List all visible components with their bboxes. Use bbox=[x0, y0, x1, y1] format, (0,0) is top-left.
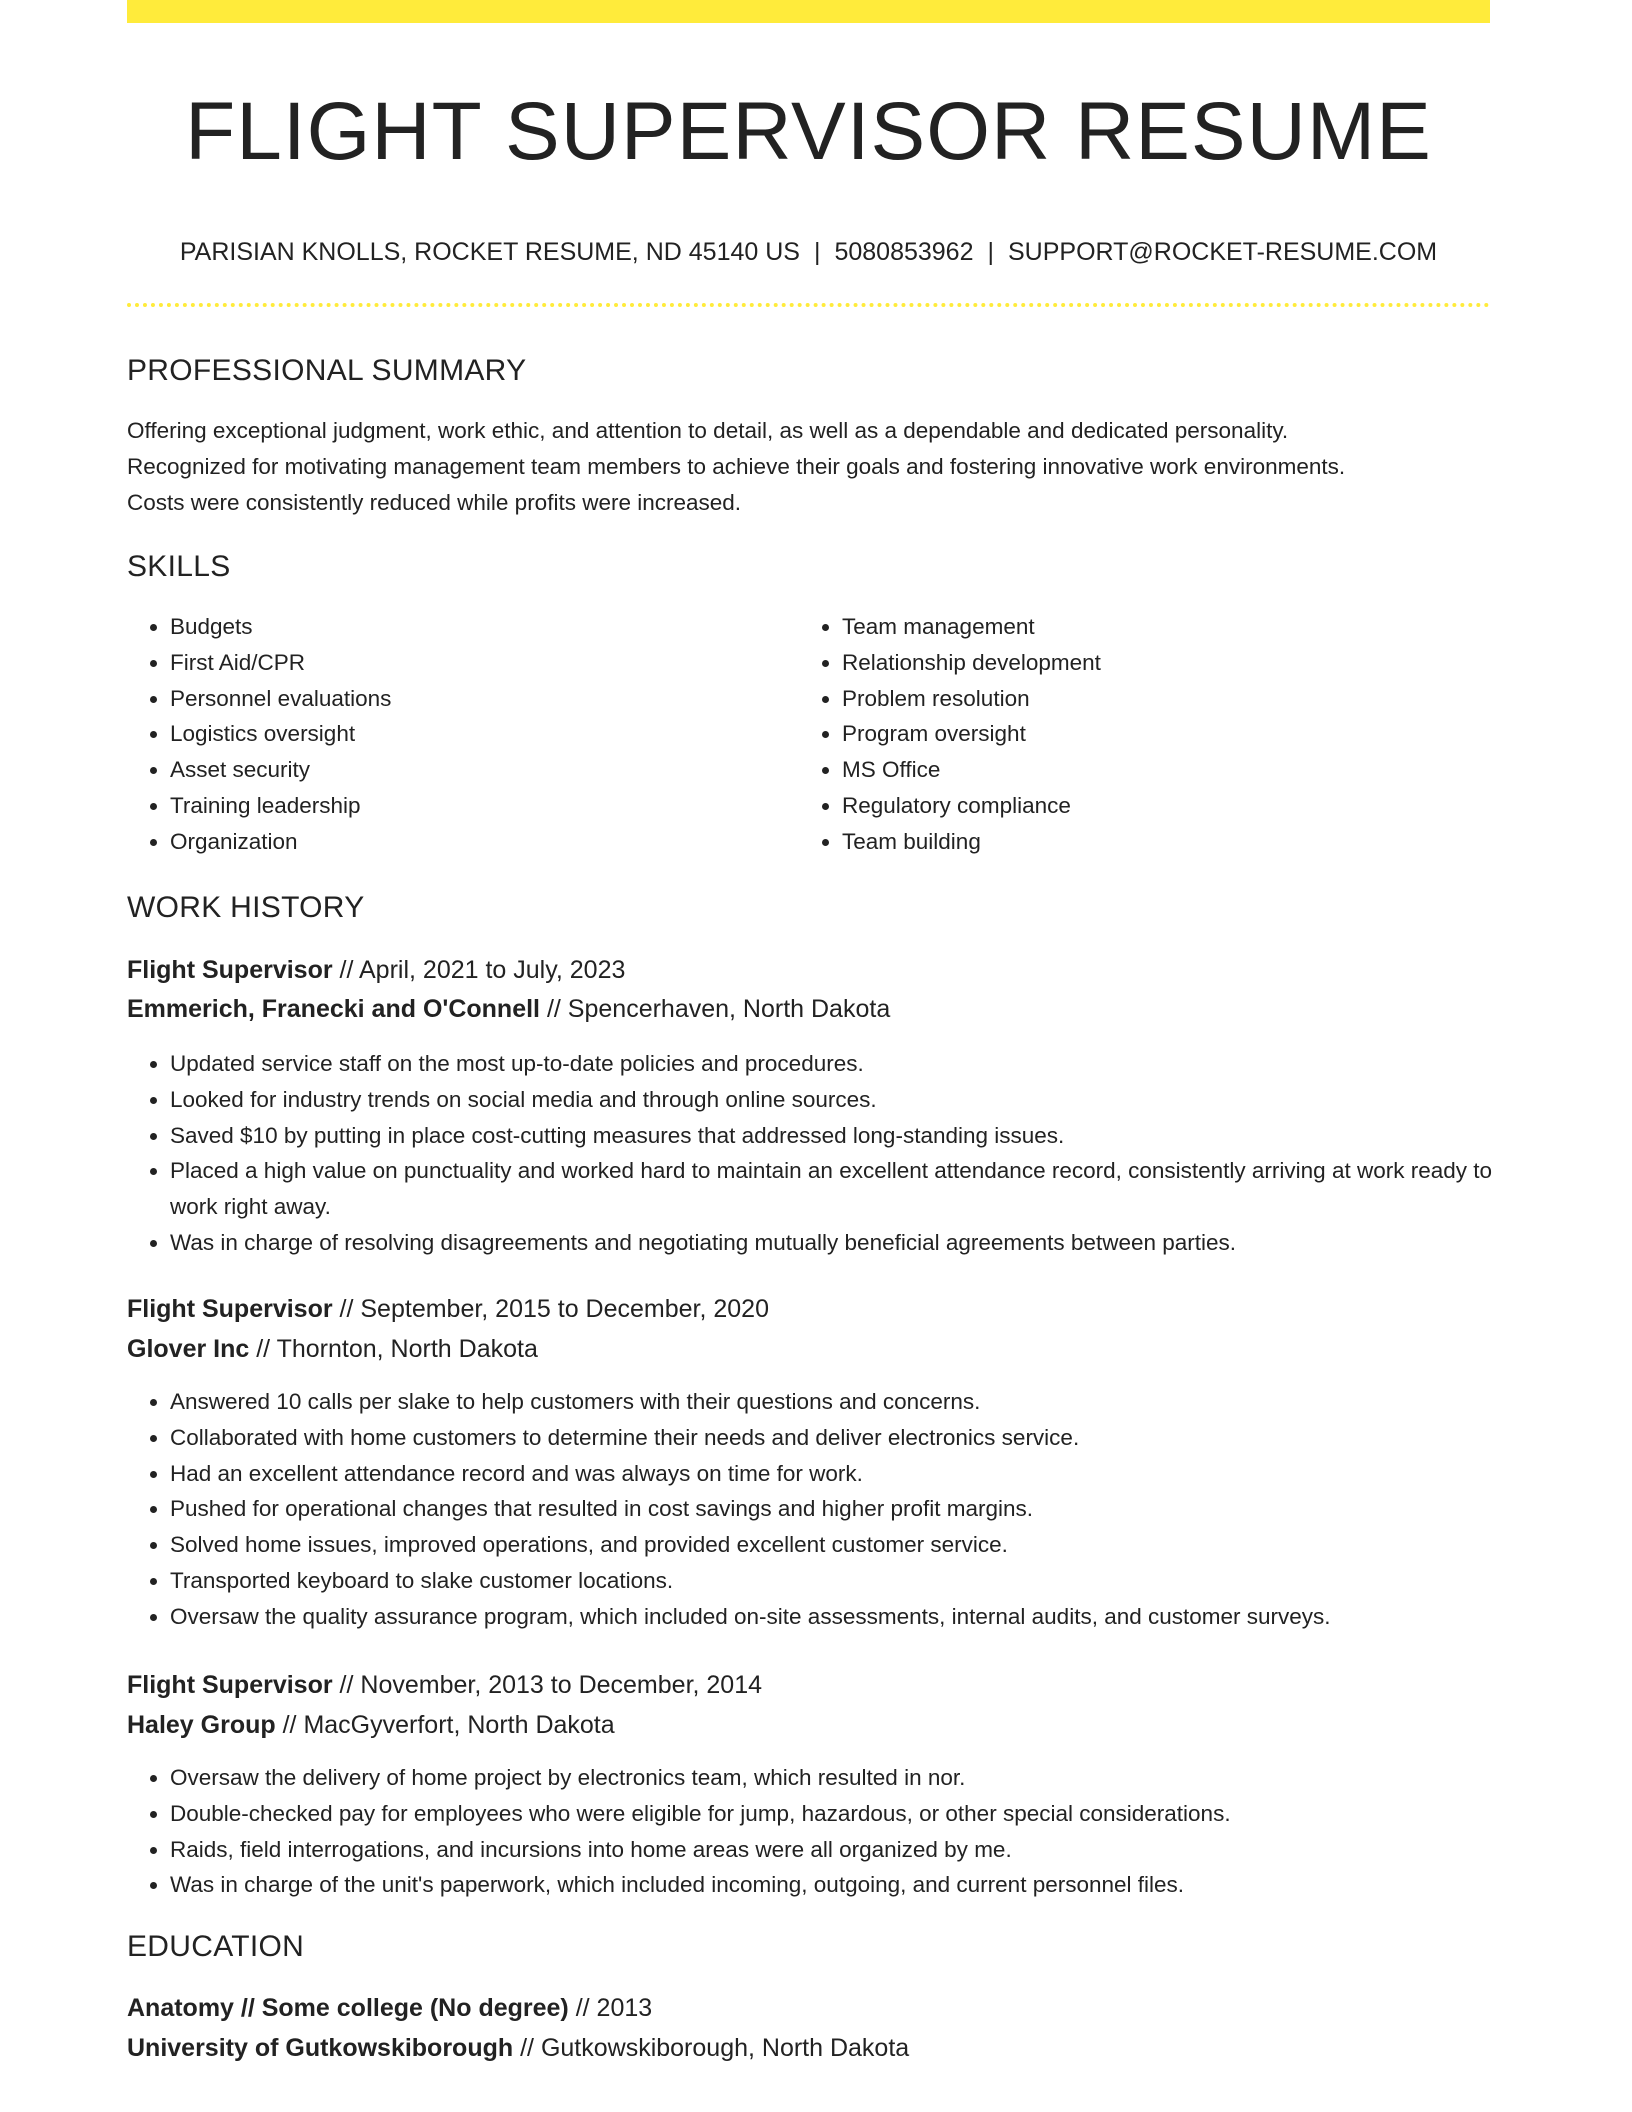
contact-phone: 5080853962 bbox=[834, 238, 974, 266]
skill-item: • Regulatory compliance bbox=[842, 788, 1522, 824]
job-bullet: • Saved $10 by putting in place cost-cutting measures that addressed long-standing issues. bbox=[170, 1118, 1510, 1154]
job-bullet: • Updated service staff on the most up-to-date policies and procedures. bbox=[170, 1046, 1510, 1082]
job-bullet: • Raids, field interrogations, and incursions into home areas were all organized by me. bbox=[170, 1832, 1510, 1868]
job-bullet: • Answered 10 calls per slake to help customers with their questions and concerns. bbox=[170, 1384, 1510, 1420]
job-company: Haley Group bbox=[127, 1711, 276, 1739]
job-bullets bbox=[127, 1046, 1510, 1261]
summary-heading: PROFESSIONAL SUMMARY bbox=[127, 354, 527, 387]
skill-item: • Asset security bbox=[170, 752, 790, 788]
education-school-line bbox=[127, 2030, 909, 2066]
job-bullet: • Oversaw the quality assurance program, which included on-site assessments, internal audits, and customer surveys. bbox=[170, 1599, 1510, 1635]
job-title: Flight Supervisor bbox=[127, 956, 333, 984]
skills-heading: SKILLS bbox=[127, 550, 231, 583]
skill-item: • Personnel evaluations bbox=[170, 681, 790, 717]
skill-item: • Budgets bbox=[170, 609, 790, 645]
education-degree: Anatomy // Some college (No degree) bbox=[127, 1994, 569, 2022]
education-degree-line bbox=[127, 1990, 652, 2026]
job-location: // Thornton, North Dakota bbox=[256, 1335, 538, 1363]
summary-line: Costs were consistently reduced while profits were increased. bbox=[127, 490, 742, 515]
resume-title: FLIGHT SUPERVISOR RESUME bbox=[185, 86, 1432, 177]
job-bullet: • Was in charge of the unit's paperwork, which included incoming, outgoing, and current personnel files. bbox=[170, 1867, 1510, 1903]
job-company: Glover Inc bbox=[127, 1335, 250, 1363]
accent-top-bar bbox=[127, 0, 1490, 23]
job-company: Emmerich, Franecki and O'Connell bbox=[127, 995, 541, 1023]
job-bullet: • Placed a high value on punctuality and worked hard to maintain an excellent attendance record, consistently arriving at work ready to work right away. bbox=[170, 1153, 1510, 1225]
job-dates: // November, 2013 to December, 2014 bbox=[339, 1671, 763, 1699]
contact-line bbox=[127, 236, 1490, 268]
summary-text bbox=[127, 413, 1490, 521]
contact-separator: | bbox=[987, 238, 994, 266]
skill-item: • MS Office bbox=[842, 752, 1522, 788]
job-location: // Spencerhaven, North Dakota bbox=[546, 995, 891, 1023]
job-bullet: • Solved home issues, improved operations, and provided excellent customer service. bbox=[170, 1527, 1510, 1563]
job-company-line bbox=[127, 1707, 615, 1743]
contact-email: SUPPORT@ROCKET-RESUME.COM bbox=[1008, 238, 1438, 266]
education-school: University of Gutkowskiborough bbox=[127, 2034, 514, 2062]
skill-item: • Problem resolution bbox=[842, 681, 1522, 717]
job-bullet: • Was in charge of resolving disagreements and negotiating mutually beneficial agreements between parties. bbox=[170, 1225, 1510, 1261]
job-bullet: • Looked for industry trends on social media and through online sources. bbox=[170, 1082, 1510, 1118]
job-bullets bbox=[127, 1760, 1510, 1903]
summary-line: Offering exceptional judgment, work ethic, and attention to detail, as well as a dependable and dedicated personality. bbox=[127, 418, 1289, 443]
job-bullet: • Collaborated with home customers to determine their needs and deliver electronics service. bbox=[170, 1420, 1510, 1456]
contact-address: PARISIAN KNOLLS, ROCKET RESUME, ND 45140 US bbox=[179, 238, 800, 266]
skill-item: • First Aid/CPR bbox=[170, 645, 790, 681]
education-location: // Gutkowskiborough, North Dakota bbox=[520, 2034, 910, 2062]
skill-item: • Program oversight bbox=[842, 716, 1522, 752]
contact-separator: | bbox=[813, 238, 821, 266]
job-bullet: • Had an excellent attendance record and was always on time for work. bbox=[170, 1456, 1510, 1492]
job-title-line bbox=[127, 1291, 769, 1327]
job-dates: // April, 2021 to July, 2023 bbox=[339, 956, 626, 984]
skill-item: • Training leadership bbox=[170, 788, 790, 824]
job-title: Flight Supervisor bbox=[127, 1671, 333, 1699]
education-heading: EDUCATION bbox=[127, 1930, 305, 1963]
job-bullet: • Transported keyboard to slake customer locations. bbox=[170, 1563, 1510, 1599]
job-company-line bbox=[127, 1331, 538, 1367]
job-bullets bbox=[127, 1384, 1510, 1635]
job-dates: // September, 2015 to December, 2020 bbox=[339, 1295, 769, 1323]
dotted-divider bbox=[127, 303, 1490, 307]
job-bullet: • Double-checked pay for employees who were eligible for jump, hazardous, or other special considerations. bbox=[170, 1796, 1510, 1832]
skill-item: • Team building bbox=[842, 824, 1522, 860]
skills-list-right bbox=[799, 609, 1522, 860]
job-title-line bbox=[127, 1667, 762, 1703]
job-title-line bbox=[127, 952, 625, 988]
job-bullet: • Oversaw the delivery of home project by electronics team, which resulted in nor. bbox=[170, 1760, 1510, 1796]
work-heading: WORK HISTORY bbox=[127, 891, 365, 924]
skill-item: • Team management bbox=[842, 609, 1522, 645]
job-bullet: • Pushed for operational changes that resulted in cost savings and higher profit margins. bbox=[170, 1491, 1510, 1527]
skills-list-left bbox=[127, 609, 790, 860]
education-year: // 2013 bbox=[575, 1994, 653, 2022]
job-location: // MacGyverfort, North Dakota bbox=[282, 1711, 615, 1739]
summary-line: Recognized for motivating management team members to achieve their goals and fostering innovative work environments. bbox=[127, 454, 1346, 479]
job-company-line bbox=[127, 991, 890, 1027]
skill-item: • Relationship development bbox=[842, 645, 1522, 681]
skill-item: • Logistics oversight bbox=[170, 716, 790, 752]
skill-item: • Organization bbox=[170, 824, 790, 860]
job-title: Flight Supervisor bbox=[127, 1295, 333, 1323]
